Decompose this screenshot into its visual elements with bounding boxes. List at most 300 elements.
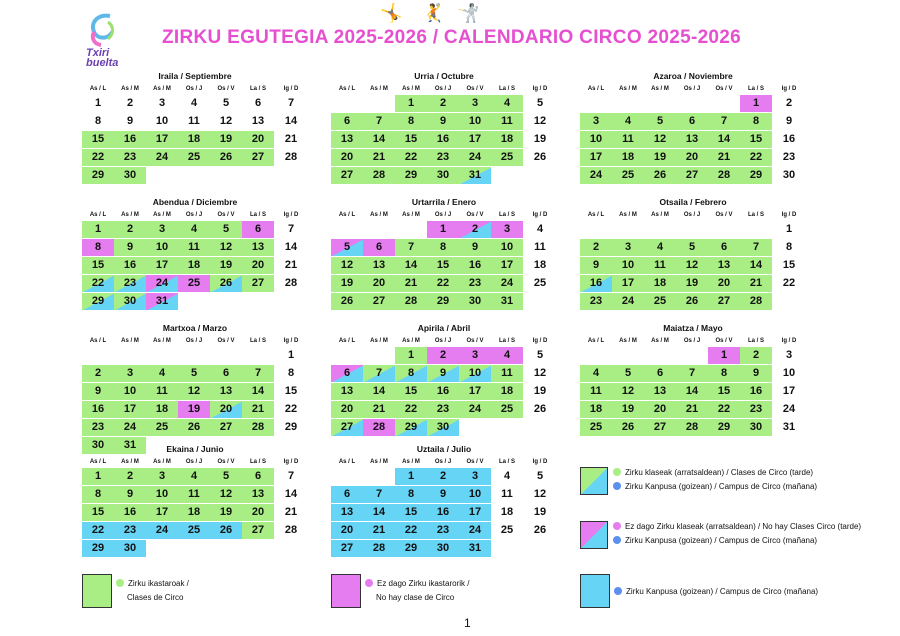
- day-cell: 22: [782, 277, 796, 289]
- week-row: [580, 95, 806, 113]
- week-row: [580, 401, 806, 419]
- day-cell: 6: [210, 365, 242, 382]
- day-cell: 4: [178, 221, 210, 238]
- day-cell: 18: [612, 149, 644, 166]
- day-cell: 13: [708, 257, 740, 274]
- day-cell: 16: [114, 257, 146, 274]
- empty-cell: [491, 540, 523, 557]
- week-row: [580, 167, 806, 185]
- day-cell: 25: [178, 275, 210, 292]
- day-cell: 31: [491, 293, 523, 310]
- day-cell: 11: [188, 115, 200, 127]
- day-cell: 3: [146, 468, 178, 485]
- day-cell: 9: [427, 113, 459, 130]
- acrobat-icon: 🤾: [422, 3, 445, 23]
- week-row: [82, 239, 308, 257]
- month-name: Urtarrila / Enero: [411, 197, 477, 207]
- day-cell: 21: [676, 401, 708, 418]
- empty-cell: [612, 95, 644, 112]
- weekday-label: La / S: [498, 212, 515, 218]
- legend-green: [116, 577, 189, 605]
- day-cell: 26: [331, 293, 363, 310]
- day-cell: 13: [331, 131, 363, 148]
- week-row: [580, 365, 806, 383]
- weekday-label: As / M: [153, 459, 171, 465]
- day-cell: 31: [114, 437, 146, 454]
- month-name: Ekaina / Junio: [166, 444, 224, 454]
- weekday-label: Os / V: [466, 86, 484, 92]
- day-cell: 21: [363, 149, 395, 166]
- day-cell: 30: [740, 419, 772, 436]
- day-cell: 3: [114, 365, 146, 382]
- day-cell: 31: [782, 421, 796, 433]
- day-cell: 16: [114, 504, 146, 521]
- weekday-label: As / L: [338, 86, 356, 92]
- day-cell: 17: [491, 257, 523, 274]
- week-row: [82, 468, 308, 486]
- day-cell: 5: [210, 221, 242, 238]
- day-cell: 24: [146, 149, 178, 166]
- empty-cell: [523, 293, 557, 310]
- day-cell: 29: [740, 167, 772, 184]
- day-cell: 9: [740, 365, 772, 382]
- weekday-label: As / M: [121, 86, 139, 92]
- day-cell: 7: [676, 365, 708, 382]
- day-cell: 7: [363, 113, 395, 130]
- day-cell: 29: [82, 167, 114, 184]
- day-cell: 14: [284, 241, 298, 253]
- acrobat-icon: 🤸: [380, 3, 403, 23]
- day-cell: 19: [331, 275, 363, 292]
- day-cell: 17: [612, 275, 644, 292]
- empty-cell: [395, 221, 427, 238]
- weekday-label: As / M: [402, 459, 420, 465]
- week-row: [331, 419, 557, 437]
- weekday-label: As / L: [338, 212, 356, 218]
- day-cell: 24: [612, 293, 644, 310]
- weekday-header: [580, 209, 806, 221]
- day-cell: 25: [644, 293, 676, 310]
- weekday-label: Ig / D: [532, 338, 548, 344]
- day-cell: 26: [533, 524, 547, 536]
- day-cell: 21: [284, 506, 298, 518]
- day-cell: 29: [427, 293, 459, 310]
- month-april: [331, 321, 557, 437]
- day-cell: 28: [242, 419, 274, 436]
- legend-text: Ez dago Zirku klaseak (arratsaldean) / No hay Clases Circo (tarde): [625, 522, 862, 531]
- day-cell: 12: [533, 488, 547, 500]
- day-cell: 26: [210, 149, 242, 166]
- day-cell: 5: [536, 470, 544, 482]
- weekday-label: Os / V: [466, 212, 484, 218]
- day-cell: 15: [284, 385, 298, 397]
- week-row: [331, 401, 557, 419]
- day-cell: 11: [491, 113, 523, 130]
- day-cell: 20: [242, 131, 274, 148]
- day-cell: 31: [146, 293, 178, 310]
- day-cell: 13: [644, 383, 676, 400]
- empty-cell: [740, 221, 772, 238]
- empty-cell: [178, 167, 210, 184]
- day-cell: 29: [395, 167, 427, 184]
- day-cell: 20: [708, 275, 740, 292]
- day-cell: 20: [644, 401, 676, 418]
- empty-cell: [612, 347, 644, 364]
- legend-blue: [614, 585, 818, 599]
- weekday-header: [82, 83, 308, 95]
- week-row: [331, 365, 557, 383]
- day-cell: 28: [395, 293, 427, 310]
- day-cell: 20: [676, 149, 708, 166]
- day-cell: 21: [363, 401, 395, 418]
- day-cell: 9: [580, 257, 612, 274]
- weekday-header: [580, 335, 806, 347]
- day-cell: 7: [287, 470, 295, 482]
- empty-cell: [242, 293, 274, 310]
- day-cell: 24: [114, 419, 146, 436]
- legend-text: Zirku Kanpusa (goizean) / Campus de Circo (mañana): [626, 587, 819, 596]
- empty-cell: [772, 293, 806, 310]
- week-row: [331, 522, 557, 540]
- day-cell: 15: [708, 383, 740, 400]
- day-cell: 25: [491, 401, 523, 418]
- week-row: [82, 95, 308, 113]
- empty-cell: [644, 95, 676, 112]
- day-cell: 1: [395, 95, 427, 112]
- weekday-label: As / M: [651, 86, 669, 92]
- day-cell: 19: [676, 275, 708, 292]
- legend-text: Zirku klaseak (arratsaldean) / Clases de Circo (tarde): [625, 468, 814, 477]
- day-cell: 8: [785, 241, 793, 253]
- day-cell: 30: [782, 169, 796, 181]
- day-cell: 6: [254, 97, 262, 109]
- day-cell: 25: [146, 419, 178, 436]
- day-cell: 10: [459, 365, 491, 382]
- empty-cell: [274, 293, 308, 310]
- weekday-label: Os / J: [185, 86, 203, 92]
- week-row: [82, 540, 308, 558]
- day-cell: 30: [459, 293, 491, 310]
- day-cell: 4: [612, 113, 644, 130]
- weekday-label: La / S: [498, 338, 515, 344]
- legend-swatch-blue: [580, 574, 610, 608]
- day-cell: 16: [427, 383, 459, 400]
- day-cell: 18: [491, 383, 523, 400]
- legend-text: Ez dago Zirku ikastarorik /: [377, 579, 470, 588]
- week-row: [580, 257, 806, 275]
- day-cell: 12: [533, 115, 547, 127]
- day-cell: 2: [114, 221, 146, 238]
- empty-cell: [459, 419, 491, 436]
- day-cell: 6: [242, 468, 274, 485]
- day-cell: 13: [331, 383, 363, 400]
- day-cell: 15: [82, 131, 114, 148]
- week-row: [82, 401, 308, 419]
- month-october: [331, 69, 557, 185]
- day-cell: 9: [427, 365, 459, 382]
- week-row: [580, 131, 806, 149]
- page-number: 1: [464, 616, 471, 630]
- day-cell: 30: [114, 293, 146, 310]
- day-cell: 27: [676, 167, 708, 184]
- empty-cell: [676, 221, 708, 238]
- day-cell: 6: [363, 239, 395, 256]
- day-cell: 4: [190, 97, 198, 109]
- empty-cell: [210, 540, 242, 557]
- week-row: [82, 257, 308, 275]
- day-cell: 30: [427, 167, 459, 184]
- day-cell: 18: [178, 131, 210, 148]
- day-cell: 20: [331, 522, 363, 539]
- day-cell: 13: [331, 504, 363, 521]
- day-cell: 14: [740, 257, 772, 274]
- day-cell: 27: [331, 419, 363, 436]
- day-cell: 19: [210, 504, 242, 521]
- day-cell: 24: [459, 401, 491, 418]
- day-cell: 19: [533, 133, 547, 145]
- day-cell: 10: [580, 131, 612, 148]
- month-name: Uztaila / Julio: [416, 444, 472, 454]
- day-cell: 2: [785, 97, 793, 109]
- day-cell: 15: [782, 259, 796, 271]
- weekday-label: As / L: [89, 86, 107, 92]
- day-cell: 4: [536, 223, 544, 235]
- weekday-label: As / M: [370, 212, 388, 218]
- day-cell: 11: [146, 383, 178, 400]
- day-cell: 8: [427, 239, 459, 256]
- weekday-label: Os / J: [185, 212, 203, 218]
- day-cell: 28: [284, 524, 298, 536]
- weekday-label: Os / J: [185, 459, 203, 465]
- week-row: [82, 293, 308, 311]
- day-cell: 9: [82, 383, 114, 400]
- weekday-label: As / M: [619, 212, 637, 218]
- day-cell: 14: [363, 131, 395, 148]
- day-cell: 30: [82, 437, 114, 454]
- day-cell: 18: [178, 257, 210, 274]
- empty-cell: [676, 95, 708, 112]
- weekday-label: Ig / D: [781, 212, 797, 218]
- week-row: [82, 383, 308, 401]
- month-january: [331, 195, 557, 311]
- week-row: [331, 504, 557, 522]
- day-cell: 1: [740, 95, 772, 112]
- day-cell: 7: [395, 239, 427, 256]
- day-cell: 22: [82, 522, 114, 539]
- green-dot-icon: [116, 579, 124, 587]
- day-cell: 5: [536, 97, 544, 109]
- day-cell: 18: [146, 401, 178, 418]
- day-cell: 8: [395, 113, 427, 130]
- day-cell: 28: [676, 419, 708, 436]
- day-cell: 22: [740, 149, 772, 166]
- day-cell: 6: [242, 221, 274, 238]
- empty-cell: [644, 221, 676, 238]
- month-december: [82, 195, 308, 311]
- day-cell: 2: [126, 97, 134, 109]
- day-cell: 23: [580, 293, 612, 310]
- day-cell: 12: [178, 383, 210, 400]
- day-cell: 5: [536, 349, 544, 361]
- weekday-label: As / L: [89, 212, 107, 218]
- day-cell: 12: [210, 239, 242, 256]
- day-cell: 2: [427, 347, 459, 364]
- day-cell: 11: [644, 257, 676, 274]
- day-cell: 26: [210, 275, 242, 292]
- day-cell: 2: [580, 239, 612, 256]
- day-cell: 6: [676, 113, 708, 130]
- day-cell: 28: [740, 293, 772, 310]
- weekday-label: La / S: [249, 459, 266, 465]
- day-cell: 1: [94, 97, 102, 109]
- day-cell: 25: [491, 149, 523, 166]
- weekday-label: As / L: [338, 459, 356, 465]
- day-cell: 18: [500, 506, 514, 518]
- day-cell: 17: [146, 257, 178, 274]
- day-cell: 10: [491, 239, 523, 256]
- day-cell: 5: [210, 468, 242, 485]
- day-cell: 6: [644, 365, 676, 382]
- empty-cell: [363, 95, 395, 112]
- day-cell: 13: [676, 131, 708, 148]
- weekday-label: La / S: [249, 338, 266, 344]
- weekday-label: La / S: [498, 86, 515, 92]
- day-cell: 17: [459, 504, 491, 521]
- week-row: [82, 486, 308, 504]
- day-cell: 1: [395, 347, 427, 364]
- month-july: [331, 442, 557, 558]
- day-cell: 3: [612, 239, 644, 256]
- empty-cell: [491, 419, 523, 436]
- weekday-label: Ig / D: [283, 338, 299, 344]
- legend-text: Zirku ikastaroak /: [128, 579, 189, 588]
- week-row: [82, 522, 308, 540]
- day-cell: 9: [459, 239, 491, 256]
- day-cell: 5: [644, 113, 676, 130]
- empty-cell: [274, 540, 308, 557]
- day-cell: 27: [242, 522, 274, 539]
- empty-cell: [178, 293, 210, 310]
- empty-cell: [363, 221, 395, 238]
- day-cell: 29: [708, 419, 740, 436]
- blue-dot-icon: [613, 482, 621, 490]
- day-cell: 5: [676, 239, 708, 256]
- day-cell: 15: [395, 383, 427, 400]
- day-cell: 3: [146, 221, 178, 238]
- day-cell: 22: [395, 401, 427, 418]
- day-cell: 3: [785, 349, 793, 361]
- day-cell: 23: [427, 149, 459, 166]
- day-cell: 7: [242, 365, 274, 382]
- day-cell: 12: [331, 257, 363, 274]
- day-cell: 6: [331, 365, 363, 382]
- empty-cell: [331, 221, 363, 238]
- day-cell: 14: [708, 131, 740, 148]
- day-cell: 19: [210, 131, 242, 148]
- day-cell: 23: [427, 401, 459, 418]
- day-cell: 15: [395, 131, 427, 148]
- weekday-label: Os / J: [683, 86, 701, 92]
- day-cell: 22: [82, 275, 114, 292]
- week-row: [580, 293, 806, 311]
- day-cell: 8: [82, 239, 114, 256]
- day-cell: 3: [459, 95, 491, 112]
- day-cell: 15: [427, 257, 459, 274]
- day-cell: 10: [612, 257, 644, 274]
- day-cell: 20: [210, 401, 242, 418]
- day-cell: 26: [676, 293, 708, 310]
- empty-cell: [491, 167, 523, 184]
- weekday-label: As / M: [121, 459, 139, 465]
- day-cell: 13: [251, 115, 265, 127]
- day-cell: 8: [395, 365, 427, 382]
- legend-text: Zirku Kanpusa (goizean) / Campus de Circo (mañana): [625, 536, 818, 545]
- empty-cell: [242, 540, 274, 557]
- day-cell: 9: [427, 486, 459, 503]
- empty-cell: [523, 540, 557, 557]
- week-row: [82, 275, 308, 293]
- day-cell: 24: [459, 522, 491, 539]
- acrobat-icon: 🤺: [457, 3, 480, 23]
- day-cell: 17: [459, 383, 491, 400]
- day-cell: 29: [82, 540, 114, 557]
- day-cell: 10: [782, 367, 796, 379]
- day-cell: 27: [210, 419, 242, 436]
- day-cell: 8: [740, 113, 772, 130]
- week-row: [580, 149, 806, 167]
- day-cell: 30: [427, 540, 459, 557]
- weekday-label: La / S: [747, 212, 764, 218]
- day-cell: 28: [363, 167, 395, 184]
- weekday-label: As / M: [619, 86, 637, 92]
- page-title: ZIRKU EGUTEGIA 2025-2026 / CALENDARIO CIRCO 2025-2026: [162, 27, 742, 48]
- day-cell: 19: [612, 401, 644, 418]
- day-cell: 22: [395, 149, 427, 166]
- weekday-label: As / M: [153, 338, 171, 344]
- day-cell: 13: [242, 239, 274, 256]
- week-row: [82, 149, 308, 167]
- day-cell: 2: [82, 365, 114, 382]
- legend-swatch-magenta: [331, 574, 361, 608]
- legend-magenta: [365, 577, 469, 605]
- day-cell: 7: [363, 365, 395, 382]
- weekday-label: La / S: [747, 338, 764, 344]
- day-cell: 4: [644, 239, 676, 256]
- day-cell: 20: [242, 257, 274, 274]
- day-cell: 4: [503, 470, 511, 482]
- day-cell: 22: [284, 403, 298, 415]
- magenta-dot-icon: [365, 579, 373, 587]
- day-cell: 19: [533, 385, 547, 397]
- day-cell: 14: [395, 257, 427, 274]
- day-cell: 16: [459, 257, 491, 274]
- day-cell: 20: [331, 149, 363, 166]
- weekday-label: Os / V: [217, 212, 235, 218]
- weekday-label: Os / V: [217, 86, 235, 92]
- weekday-label: Ig / D: [283, 459, 299, 465]
- month-november: [580, 69, 806, 185]
- day-cell: 27: [644, 419, 676, 436]
- day-cell: 27: [708, 293, 740, 310]
- day-cell: 5: [178, 365, 210, 382]
- day-cell: 1: [708, 347, 740, 364]
- day-cell: 9: [114, 239, 146, 256]
- day-cell: 24: [146, 522, 178, 539]
- weekday-label: As / L: [587, 338, 605, 344]
- day-cell: 17: [146, 504, 178, 521]
- day-cell: 25: [178, 149, 210, 166]
- empty-cell: [708, 221, 740, 238]
